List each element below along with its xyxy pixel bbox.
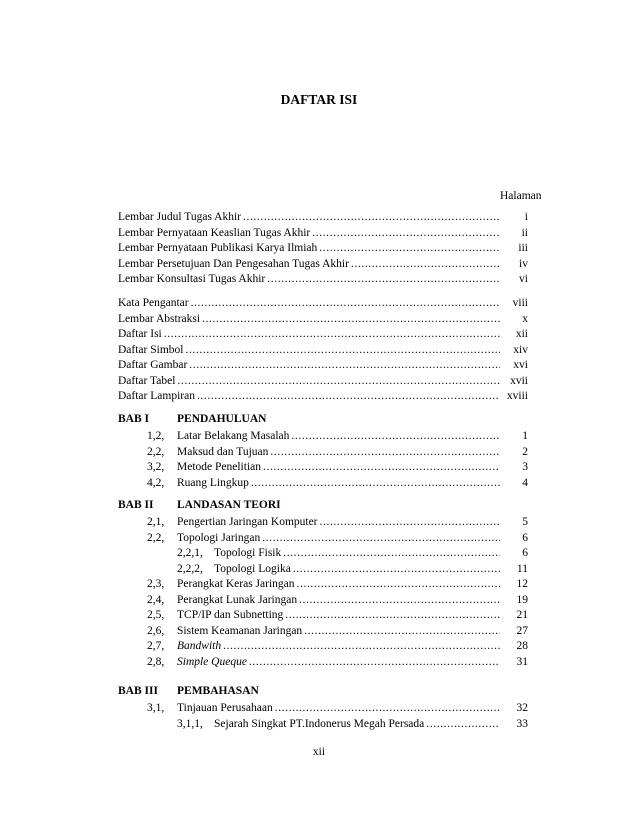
- chapter-title: LANDASAN TEORI: [177, 499, 281, 511]
- toc-page-number: 27: [516, 624, 528, 637]
- section-number: 3,2,: [147, 461, 165, 473]
- toc-entry: [177, 515, 500, 530]
- toc-row: [0, 296, 528, 311]
- chapter-label: BAB I: [118, 413, 149, 425]
- toc-page-number: viii: [512, 297, 528, 309]
- toc-entry-text: Kata Pengantar: [118, 297, 189, 309]
- section-number: 2,3,: [147, 578, 165, 590]
- toc-page-number: xiv: [513, 343, 528, 356]
- toc-page-number: xviii: [506, 390, 528, 402]
- dot-leader: [319, 241, 500, 256]
- toc-page-number: 12: [516, 578, 528, 590]
- section-number: 3,1,: [147, 702, 165, 714]
- toc-page-number: 21: [516, 609, 528, 621]
- toc-page-number: iv: [519, 257, 528, 270]
- toc-row: [0, 476, 528, 491]
- toc-page-number: xvi: [513, 359, 528, 371]
- dot-leader: [164, 327, 500, 342]
- toc-row: [0, 577, 528, 592]
- toc-entry-text: Daftar Tabel: [118, 374, 176, 387]
- chapter-title: PEMBAHASAN: [177, 685, 259, 697]
- toc-entry-text: Sistem Keamanan Jaringan: [177, 624, 303, 637]
- toc-row: [0, 389, 528, 404]
- toc-entry: [118, 226, 500, 241]
- section-number: 3,1,1,: [177, 717, 203, 730]
- halaman-label: Halaman: [500, 190, 542, 202]
- toc-entry-text: Lembar Persetujuan Dan Pengesahan Tugas Akhir: [118, 257, 349, 270]
- section-number: 1,2,: [147, 430, 165, 442]
- toc-page-number: x: [522, 312, 528, 325]
- toc-page-number: 19: [516, 593, 528, 606]
- toc-entry-text: Pengertian Jaringan Komputer: [177, 516, 318, 528]
- page-title: DAFTAR ISI: [280, 92, 358, 107]
- toc-entry: [118, 210, 500, 225]
- toc-entry: [118, 358, 500, 373]
- toc-entry-text: Lembar Abstraksi: [118, 312, 201, 325]
- toc-entry-text: TCP/IP dan Subnetting: [177, 609, 284, 621]
- toc-page-number: 33: [516, 717, 528, 730]
- dot-leader: [304, 624, 500, 639]
- dot-leader: [291, 429, 500, 444]
- toc-entry: [118, 389, 500, 404]
- toc-entry: [177, 460, 500, 475]
- toc-entry: [177, 577, 500, 592]
- toc-entry-text: Daftar Simbol: [118, 343, 184, 356]
- section-number: 2,2,1,: [177, 547, 203, 559]
- toc-entry-text: Daftar Lampiran: [118, 390, 195, 402]
- dot-leader: [185, 343, 500, 358]
- toc-entry: [177, 655, 500, 670]
- toc-page-number: 3: [522, 461, 528, 473]
- toc-entry: [118, 296, 500, 311]
- toc-page-number: 32: [516, 702, 528, 714]
- chapter-label: BAB II: [118, 499, 154, 511]
- toc-entry-text: Maksud dan Tujuan: [177, 445, 269, 458]
- chapter-heading: [0, 498, 528, 513]
- toc-entry-text: Daftar Isi: [118, 328, 162, 340]
- dot-leader: [426, 717, 500, 732]
- dot-leader: [351, 257, 500, 272]
- toc-page-number: 6: [522, 547, 528, 559]
- toc-row: [0, 593, 528, 608]
- toc-entry-text: Simple Queque: [177, 655, 247, 668]
- toc-page-number: xvii: [510, 374, 528, 387]
- section-number: 2,1,: [147, 516, 165, 528]
- toc-entry: [177, 624, 500, 639]
- section-number: 2,4,: [147, 593, 165, 606]
- dot-leader: [283, 546, 500, 561]
- toc-entry-text: Perangkat Keras Jaringan: [177, 578, 295, 590]
- toc-entry-text: Topologi Jaringan: [177, 531, 261, 544]
- toc-entry: [177, 639, 500, 654]
- toc-row: [0, 429, 528, 444]
- page-number: xii: [312, 746, 326, 758]
- dot-leader: [285, 608, 500, 623]
- toc-entry: [214, 546, 500, 561]
- dot-leader: [270, 445, 500, 460]
- toc-entry-text: Bandwith: [177, 640, 222, 652]
- toc-entry-text: Lembar Judul Tugas Akhir: [118, 211, 241, 223]
- toc-entry-text: Tinjauan Perusahaan: [177, 702, 273, 714]
- toc-entry: [177, 429, 500, 444]
- dot-leader: [262, 531, 500, 546]
- toc-page-number: 11: [516, 562, 528, 575]
- dot-leader: [202, 312, 500, 327]
- dot-leader: [312, 226, 500, 241]
- toc-entry: [118, 241, 500, 256]
- toc-entry: [177, 476, 500, 491]
- chapter-heading: [0, 412, 528, 427]
- dot-leader: [243, 210, 500, 225]
- toc-entry: [118, 312, 500, 327]
- section-number: 2,8,: [147, 655, 165, 668]
- toc-entry: [177, 531, 500, 546]
- toc-entry-text: Topologi Fisik: [214, 547, 282, 559]
- dot-leader: [189, 358, 500, 373]
- toc-page-number: 28: [516, 640, 528, 652]
- section-number: 2,2,: [147, 531, 165, 544]
- toc-entry: [118, 327, 500, 342]
- dot-leader: [251, 476, 500, 491]
- section-number: 2,2,2,: [177, 562, 203, 575]
- toc-row: [0, 639, 528, 654]
- toc-entry: [177, 593, 500, 608]
- toc-row: [0, 312, 528, 327]
- toc-entry: [177, 445, 500, 460]
- toc-row: [0, 515, 528, 530]
- toc-entry: [118, 257, 500, 272]
- toc-page-number: xii: [515, 328, 528, 340]
- toc-row: [0, 624, 528, 639]
- toc-row: [0, 562, 528, 577]
- chapter-title: PENDAHULUAN: [177, 413, 267, 425]
- toc-page-number: vi: [519, 273, 528, 285]
- chapter-heading: [0, 684, 528, 699]
- toc-entry: [118, 272, 500, 287]
- toc-entry-text: Topologi Logika: [214, 562, 291, 575]
- toc-row: [0, 226, 528, 241]
- toc-entry: [177, 701, 500, 716]
- toc-row: [0, 608, 528, 623]
- toc-row: [0, 701, 528, 716]
- toc-row: [0, 272, 528, 287]
- toc-row: [0, 546, 528, 561]
- toc-page-number: 5: [522, 516, 528, 528]
- toc-row: [0, 717, 528, 732]
- section-number: 2,6,: [147, 624, 165, 637]
- toc-row: [0, 531, 528, 546]
- toc-row: [0, 445, 528, 460]
- toc-page-number: i: [524, 211, 528, 223]
- section-number: 4,2,: [147, 476, 165, 489]
- section-number: 2,7,: [147, 640, 165, 652]
- toc-row: [0, 327, 528, 342]
- toc-page-number: iii: [518, 242, 528, 254]
- section-number: 2,5,: [147, 609, 165, 621]
- toc-row: [0, 210, 528, 225]
- toc-row: [0, 358, 528, 373]
- toc-entry: [118, 374, 500, 389]
- toc-entry: [118, 343, 500, 358]
- toc-entry-text: Latar Belakang Masalah: [177, 430, 290, 442]
- dot-leader: [263, 460, 500, 475]
- toc-page-number: 2: [522, 445, 528, 458]
- toc-row: [0, 257, 528, 272]
- toc-entry-text: Lembar Konsultasi Tugas Akhir: [118, 273, 266, 285]
- toc-page-number: 31: [516, 655, 528, 668]
- toc-page-number: 4: [522, 476, 528, 489]
- toc-row: [0, 655, 528, 670]
- dot-leader: [191, 296, 500, 311]
- toc-row: [0, 241, 528, 256]
- chapter-label: BAB III: [118, 685, 158, 697]
- dot-leader: [293, 562, 500, 577]
- dot-leader: [249, 655, 500, 670]
- toc-entry-text: Daftar Gambar: [118, 359, 188, 371]
- toc-row: [0, 460, 528, 475]
- toc-row: [0, 343, 528, 358]
- toc-entry-text: Sejarah Singkat PT.Indonerus Megah Persada: [214, 717, 425, 730]
- dot-leader: [267, 272, 500, 287]
- toc-entry-text: Metode Penelitian: [177, 461, 261, 473]
- dot-leader: [275, 701, 500, 716]
- dot-leader: [297, 577, 500, 592]
- toc-entry-text: Perangkat Lunak Jaringan: [177, 593, 298, 606]
- toc-page-number: 1: [522, 430, 528, 442]
- toc-entry: [214, 562, 500, 577]
- toc-entry-text: Lembar Pernyataan Keaslian Tugas Akhir: [118, 226, 311, 239]
- dot-leader: [320, 515, 500, 530]
- toc-entry: [214, 717, 500, 732]
- toc-page-number: 6: [522, 531, 528, 544]
- toc-row: [0, 374, 528, 389]
- dot-leader: [223, 639, 500, 654]
- dot-leader: [197, 389, 500, 404]
- dot-leader: [299, 593, 500, 608]
- toc-entry-text: Lembar Pernyataan Publikasi Karya Ilmiah: [118, 242, 318, 254]
- section-number: 2,2,: [147, 445, 165, 458]
- toc-entry-text: Ruang Lingkup: [177, 476, 249, 489]
- toc-entry: [177, 608, 500, 623]
- toc-page-number: ii: [521, 226, 528, 239]
- dot-leader: [177, 374, 500, 389]
